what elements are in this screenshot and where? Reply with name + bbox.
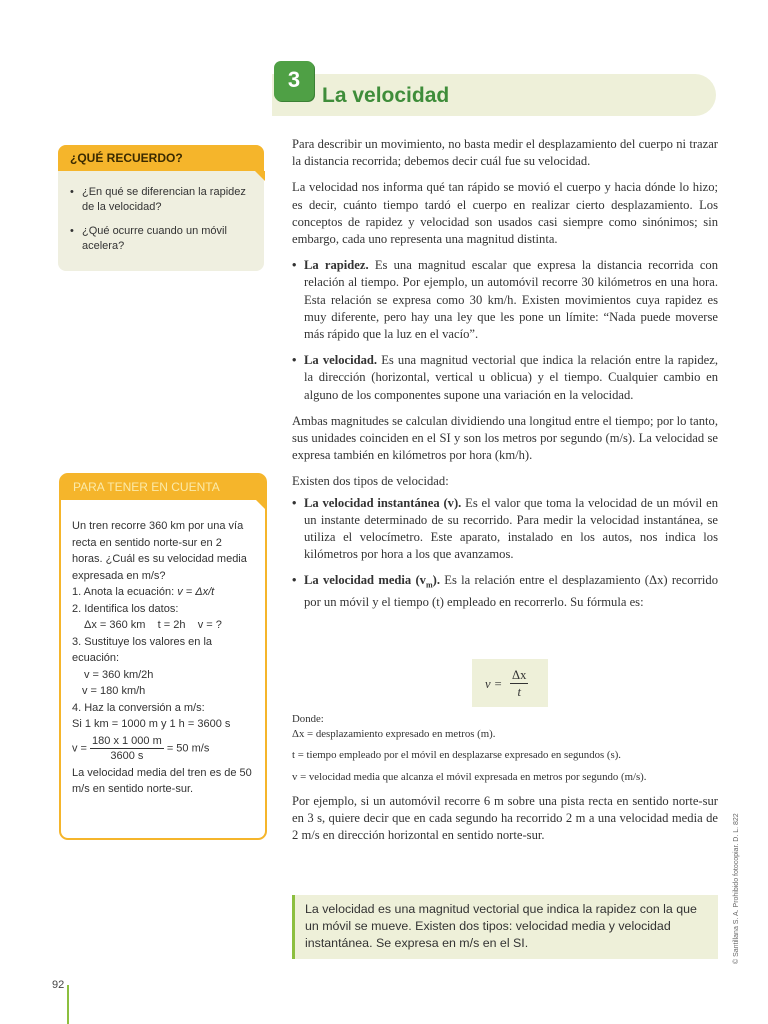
bullet-rapidez bbox=[292, 257, 718, 343]
que-recuerdo-box bbox=[58, 145, 264, 271]
conversion-fraction bbox=[72, 734, 255, 763]
bullet-text: Es una magnitud escalar que expresa la distancia recorrida con relación al tiempo. Por ejemplo, un automóvil recorre 30 kilómetros en una hora. Esta relación se expresa como 30 km/h. Existen movimientos cuya rapidez es muy diferente, pero hay una ley que les pone un límite: “Nada puede moverse más rápido que la luz en el vacío”. bbox=[304, 258, 718, 342]
formula-numerator: Δx bbox=[512, 668, 527, 682]
formula-denominator: t bbox=[517, 685, 521, 699]
step-1-formula: v = Δx/t bbox=[177, 586, 215, 598]
fraction-numerator: 180 x 1 000 m bbox=[92, 734, 162, 747]
gutter-line bbox=[67, 985, 69, 1024]
chapter-number-badge: 3 bbox=[274, 61, 314, 101]
bullet-term: La rapidez. bbox=[304, 258, 369, 273]
step-1-text: 1. Anota la ecuación: bbox=[72, 586, 178, 598]
bullet-text: Es la relación entre el desplazamiento (Δx) recorrido por un móvil y el tiempo (t) empleado en recorrerlo. Su fórmula es: bbox=[304, 573, 718, 610]
fraction-prefix: v = bbox=[72, 741, 91, 754]
bullet-term bbox=[304, 573, 440, 590]
que-recuerdo-list bbox=[70, 185, 254, 254]
bullet-velocidad bbox=[292, 352, 718, 404]
list-item: • ¿En qué se diferencian la rapidez de la velocidad? bbox=[70, 185, 254, 215]
que-recuerdo-title-text: ¿QUÉ RECUERDO? bbox=[70, 151, 183, 165]
bullet-term: La velocidad. bbox=[304, 353, 378, 368]
step-2-data: Δx = 360 km t = 2h v = ? bbox=[84, 619, 222, 631]
summary-text: La velocidad es una magnitud vectorial que indica la rapidez con la que un móvil se mueve. Existen dos tipos: velocidad media y velocidad instantánea. Se expresa en m/s en el SI. bbox=[305, 902, 697, 950]
para-tener-title-text: PARA TENER EN CUENTA bbox=[73, 480, 220, 494]
que-recuerdo-title bbox=[58, 145, 264, 171]
definitions bbox=[292, 712, 722, 785]
fraction bbox=[90, 734, 164, 763]
step-3: 3. Sustituye los valores en la ecuación: bbox=[72, 635, 213, 664]
definition-item: t = tiempo empleado por el móvil en desplazarse expresado en segundos (s). bbox=[292, 749, 621, 761]
tab-corner bbox=[256, 500, 266, 510]
main-text bbox=[292, 136, 718, 620]
para-tener-title bbox=[61, 475, 265, 500]
section-title: La velocidad bbox=[322, 84, 450, 107]
paragraph: Existen dos tipos de velocidad: bbox=[292, 474, 449, 489]
bullet-text: Es una magnitud vectorial que indica la relación entre la rapidez, la dirección (horizontal, vertical u oblicua) y el tiempo. Cualquier cambio en alguno de los componentes supone una variación en la velocidad. bbox=[304, 353, 718, 402]
formula-box bbox=[472, 659, 548, 707]
copyright-notice: © Santillana S. A. Prohibido fotocopiar. D. L. 822 bbox=[733, 813, 740, 964]
conversion-note: Si 1 km = 1000 m y 1 h = 3600 s bbox=[72, 718, 231, 730]
problem-statement: Un tren recorre 360 km por una vía recta en sentido norte-sur en 2 horas. ¿Cuál es su velocidad media expresada en m/s? bbox=[72, 520, 247, 582]
bullet-term: La velocidad instantánea (v). bbox=[304, 495, 462, 510]
bullet-velocidad-instantanea bbox=[292, 495, 718, 564]
term-close: ). bbox=[432, 573, 440, 588]
term-text: La velocidad media (v bbox=[304, 573, 426, 588]
definitions-label: Donde: bbox=[292, 713, 324, 725]
step-4: 4. Haz la conversión a m/s: bbox=[72, 701, 205, 714]
bullet-text: Es el valor que toma la velocidad de un móvil en un instante determinado de su recorrido. Para medir la velocidad instantánea, se utiliza el velocímetro. Este aparato, instalado en los autos, nos indica los kilómetros por hora a los que avanzamos. bbox=[304, 495, 718, 562]
term-subscript: m bbox=[425, 580, 433, 590]
step-1 bbox=[72, 584, 255, 601]
para-tener-en-cuenta-box bbox=[59, 473, 267, 840]
step-2: 2. Identifica los datos: bbox=[72, 602, 179, 615]
definition-item: v = velocidad media que alcanza el móvil expresada en metros por segundo (m/s). bbox=[292, 771, 647, 783]
paragraph: Para describir un movimiento, no basta medir el desplazamiento del cuerpo ni trazar la distancia recorrida; debemos decir cuál fue su velocidad. bbox=[292, 137, 718, 169]
formula-lhs: v = bbox=[485, 677, 503, 691]
summary-box bbox=[292, 895, 718, 959]
definition-item: Δx = desplazamiento expresado en metros (m). bbox=[292, 728, 496, 740]
bullet-velocidad-media bbox=[292, 572, 718, 611]
conclusion: La velocidad media del tren es de 50 m/s en sentido norte-sur. bbox=[72, 766, 252, 795]
paragraph: La velocidad nos informa qué tan rápido se movió el cuerpo y hacia dónde lo hizo; es decir, cuánto tiempo tardó el cuerpo en realizar cierto desplazamiento. Los conceptos de rapidez y velocidad son usados casi siempre como sinónimos; sin embargo, cada uno representa una magnitud distinta. bbox=[292, 180, 718, 247]
step-3-line-b: v = 180 km/h bbox=[82, 685, 146, 697]
tab-corner bbox=[255, 171, 265, 181]
fraction-denominator: 3600 s bbox=[110, 749, 144, 762]
fraction-result: = 50 m/s bbox=[163, 741, 210, 754]
paragraph: Ambas magnitudes se calculan dividiendo una longitud entre el tiempo; por lo tanto, sus unidades coinciden en el SI y son los metros por segundo (m/s). La velocidad se expresa también en kilómetros por hora (km/h). bbox=[292, 413, 718, 463]
para-tener-body bbox=[61, 500, 265, 798]
example-paragraph: Por ejemplo, si un automóvil recorre 6 m sobre una pista recta en sentido norte-sur en 3 s, quiere decir que en cada segundo ha recorrido 2 m a una velocidad media de 2 m/s en dirección horizontal en sentido norte-sur. bbox=[292, 794, 718, 843]
list-item: • ¿Qué ocurre cuando un móvil acelera? bbox=[70, 224, 254, 254]
formula-fraction bbox=[510, 667, 528, 700]
step-3-line-a: v = 360 km/2h bbox=[84, 668, 154, 681]
page-number: 92 bbox=[52, 979, 65, 991]
